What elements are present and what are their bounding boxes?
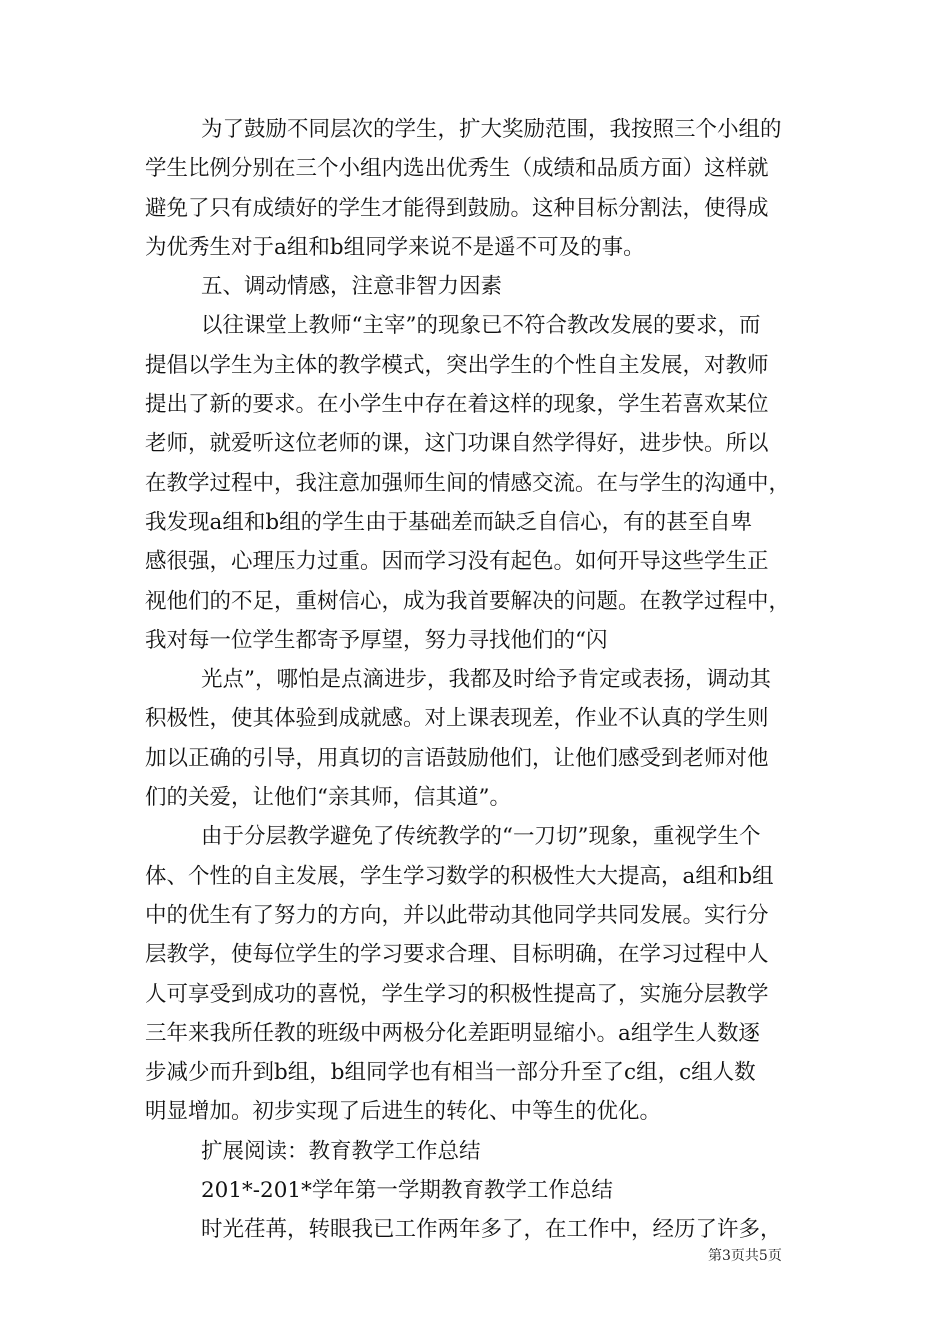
text-line: 三年来我所任教的班级中两极分化差距明显缩小。a组学生人数逐: [145, 1020, 760, 1046]
document-body: [145, 110, 810, 1250]
text-line: 明显增加。初步实现了后进生的转化、中等生的优化。: [145, 1099, 662, 1125]
text-line: 视他们的不足，重树信心，成为我首要解决的问题。在教学过程中，: [145, 588, 791, 614]
text-line: 提倡以学生为主体的教学模式，突出学生的个性自主发展，对教师: [145, 352, 769, 378]
text-line: 避免了只有成绩好的学生才能得到鼓励。这种目标分割法，使得成: [145, 195, 769, 221]
text-line: 老师，就爱听这位老师的课，这门功课自然学得好，进步快。所以: [145, 431, 769, 457]
text-line: 扩展阅读：教育教学工作总结: [201, 1138, 481, 1164]
text-line: 在教学过程中，我注意加强师生间的情感交流。在与学生的沟通中，: [145, 470, 791, 496]
text-line: 为优秀生对于a组和b组同学来说不是遥不可及的事。: [145, 234, 645, 260]
text-line: 以往课堂上教师“主宰”的现象已不符合教改发展的要求，而: [201, 313, 761, 339]
text-line: 提出了新的要求。在小学生中存在着这样的现象，学生若喜欢某位: [145, 392, 769, 418]
text-line: 感很强，心理压力过重。因而学习没有起色。如何开导这些学生正: [145, 549, 769, 575]
text-line: 我发现a组和b组的学生由于基础差而缺乏自信心，有的甚至自卑: [145, 509, 753, 535]
text-line: 加以正确的引导，用真切的言语鼓励他们，让他们感受到老师对他: [145, 745, 769, 771]
text-line: 我对每一位学生都寄予厚望，努力寻找他们的“闪: [145, 627, 608, 653]
text-line: 积极性，使其体验到成就感。对上课表现差，作业不认真的学生则: [145, 706, 769, 732]
text-line: 步减少而升到b组，b组同学也有相当一部分升至了c组，c组人数: [145, 1060, 756, 1086]
text-line: 中的优生有了努力的方向，并以此带动其他同学共同发展。实行分: [145, 902, 769, 928]
text-line: 层教学，使每位学生的学习要求合理、目标明确，在学习过程中人: [145, 942, 769, 968]
text-line: 201*-201*学年第一学期教育教学工作总结: [201, 1178, 613, 1204]
text-line: 们的关爱，让他们“亲其师，信其道”。: [145, 785, 511, 811]
page-number-footer: 第3页共5页: [708, 1248, 782, 1264]
text-line: 时光荏苒，转眼我已工作两年多了，在工作中，经历了许多，: [201, 1217, 782, 1243]
text-line: 学生比例分别在三个小组内选出优秀生（成绩和品质方面）这样就: [145, 156, 769, 182]
text-line: 五、调动情感，注意非智力因素: [201, 274, 503, 300]
text-line: 由于分层教学避免了传统教学的“一刀切”现象，重视学生个: [201, 824, 761, 850]
text-line: 体、个性的自主发展，学生学习数学的积极性大大提高，a组和b组: [145, 863, 774, 889]
text-line: 人可享受到成功的喜悦，学生学习的积极性提高了，实施分层教学: [145, 981, 769, 1007]
text-line: 为了鼓励不同层次的学生，扩大奖励范围，我按照三个小组的: [201, 117, 782, 142]
text-line: 光点”，哪怕是点滴进步，我都及时给予肯定或表扬，调动其: [201, 667, 771, 693]
